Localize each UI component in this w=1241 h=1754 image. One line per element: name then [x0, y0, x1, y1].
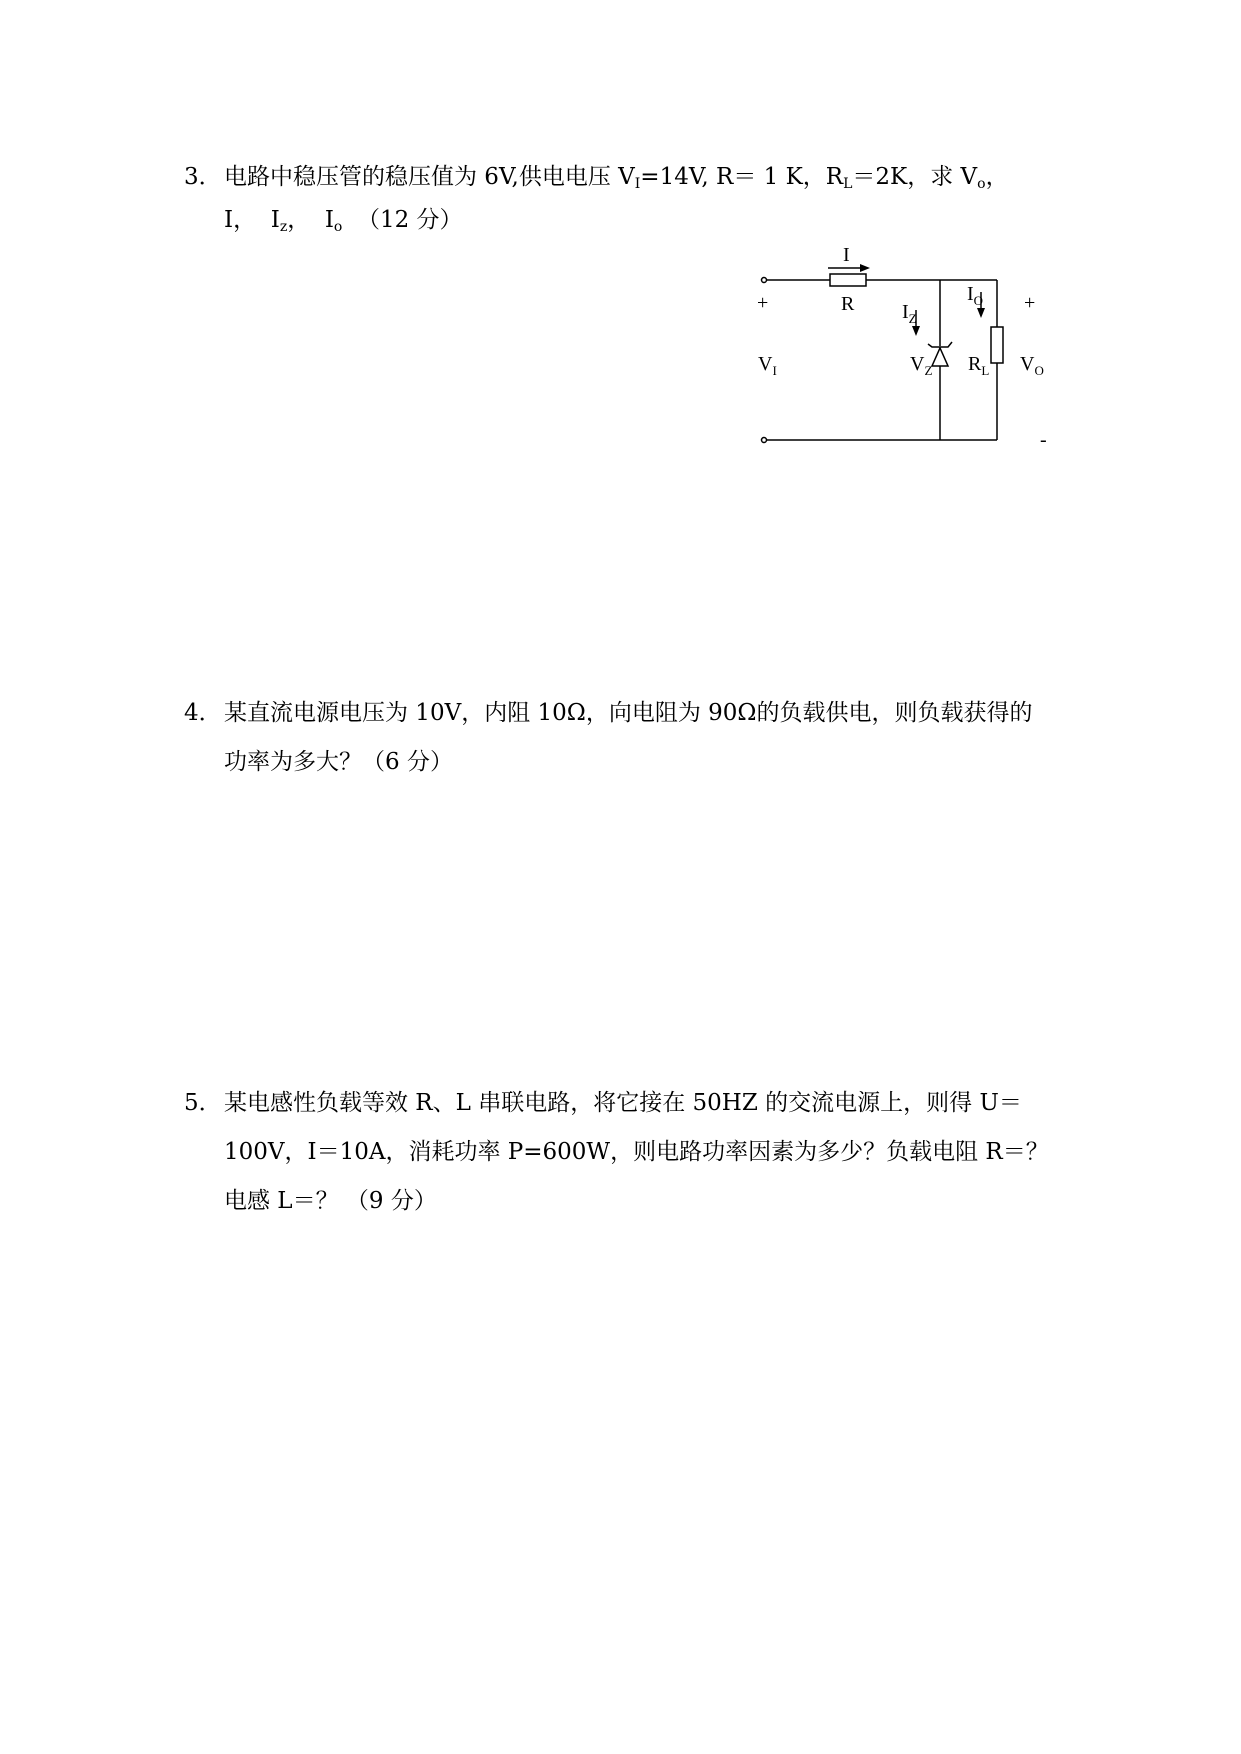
input-terminal-top: [762, 278, 767, 283]
label-rl: $R_L$: [968, 353, 990, 378]
label-iz: $I_Z$: [902, 301, 917, 326]
question-5-line-3: 电感 L＝？ （9 分）: [224, 1188, 437, 1214]
question-5-number: 5．: [184, 1090, 222, 1116]
label-minus-out: -: [1040, 429, 1047, 451]
question-4-line-1: 4． 某直流电源电压为 10V，内阻 10Ω，向电阻为 90Ω的负载供电，则负载获得的: [184, 689, 1084, 738]
current-io-arrowhead: [977, 308, 985, 318]
zener-diode-icon: [932, 348, 948, 366]
label-plus-in: +: [757, 292, 769, 314]
input-terminal-bottom: [762, 438, 767, 443]
resistor-rl: [991, 327, 1003, 363]
current-iz-arrowhead: [912, 326, 920, 336]
question-3-line-2: Ⅰ， $Ⅰ_z$， $Ⅰ_o$ （12 分）: [224, 207, 463, 235]
label-vi: $V_I$: [758, 353, 777, 378]
resistor-r: [830, 274, 866, 286]
question-3-number: 3．: [184, 164, 222, 190]
label-resistor-r: R: [841, 293, 855, 315]
question-4-line-2: 功率为多大？（6 分）: [224, 749, 453, 775]
label-vz: $V_Z$: [910, 353, 933, 378]
question-4-number: 4．: [184, 700, 222, 726]
label-io: $I_O$: [967, 283, 984, 308]
label-vo: $V_O$: [1020, 353, 1044, 378]
question-5-line-1: 5． 某电感性负载等效 R、L 串联电路，将它接在 50HZ 的交流电源上，则得 U＝: [184, 1079, 1084, 1128]
question-5: [184, 1079, 1084, 1226]
label-current-i: I: [843, 244, 850, 266]
label-plus-out: +: [1024, 292, 1036, 314]
current-i-arrowhead: [860, 264, 870, 272]
question-3-line-1: 3． 电路中稳压管的稳压值为 6V,供电电压 $V_I=14V$, R＝ 1 K，$R_L=2K$，求 $V_o$，: [184, 153, 1084, 202]
question-4: [184, 689, 1084, 787]
question-5-line-2: 100V，I＝10A，消耗功率 P=600W，则电路功率因素为多少？负载电阻 R＝？: [224, 1139, 1049, 1165]
zener-regulator-circuit: [740, 230, 1080, 460]
